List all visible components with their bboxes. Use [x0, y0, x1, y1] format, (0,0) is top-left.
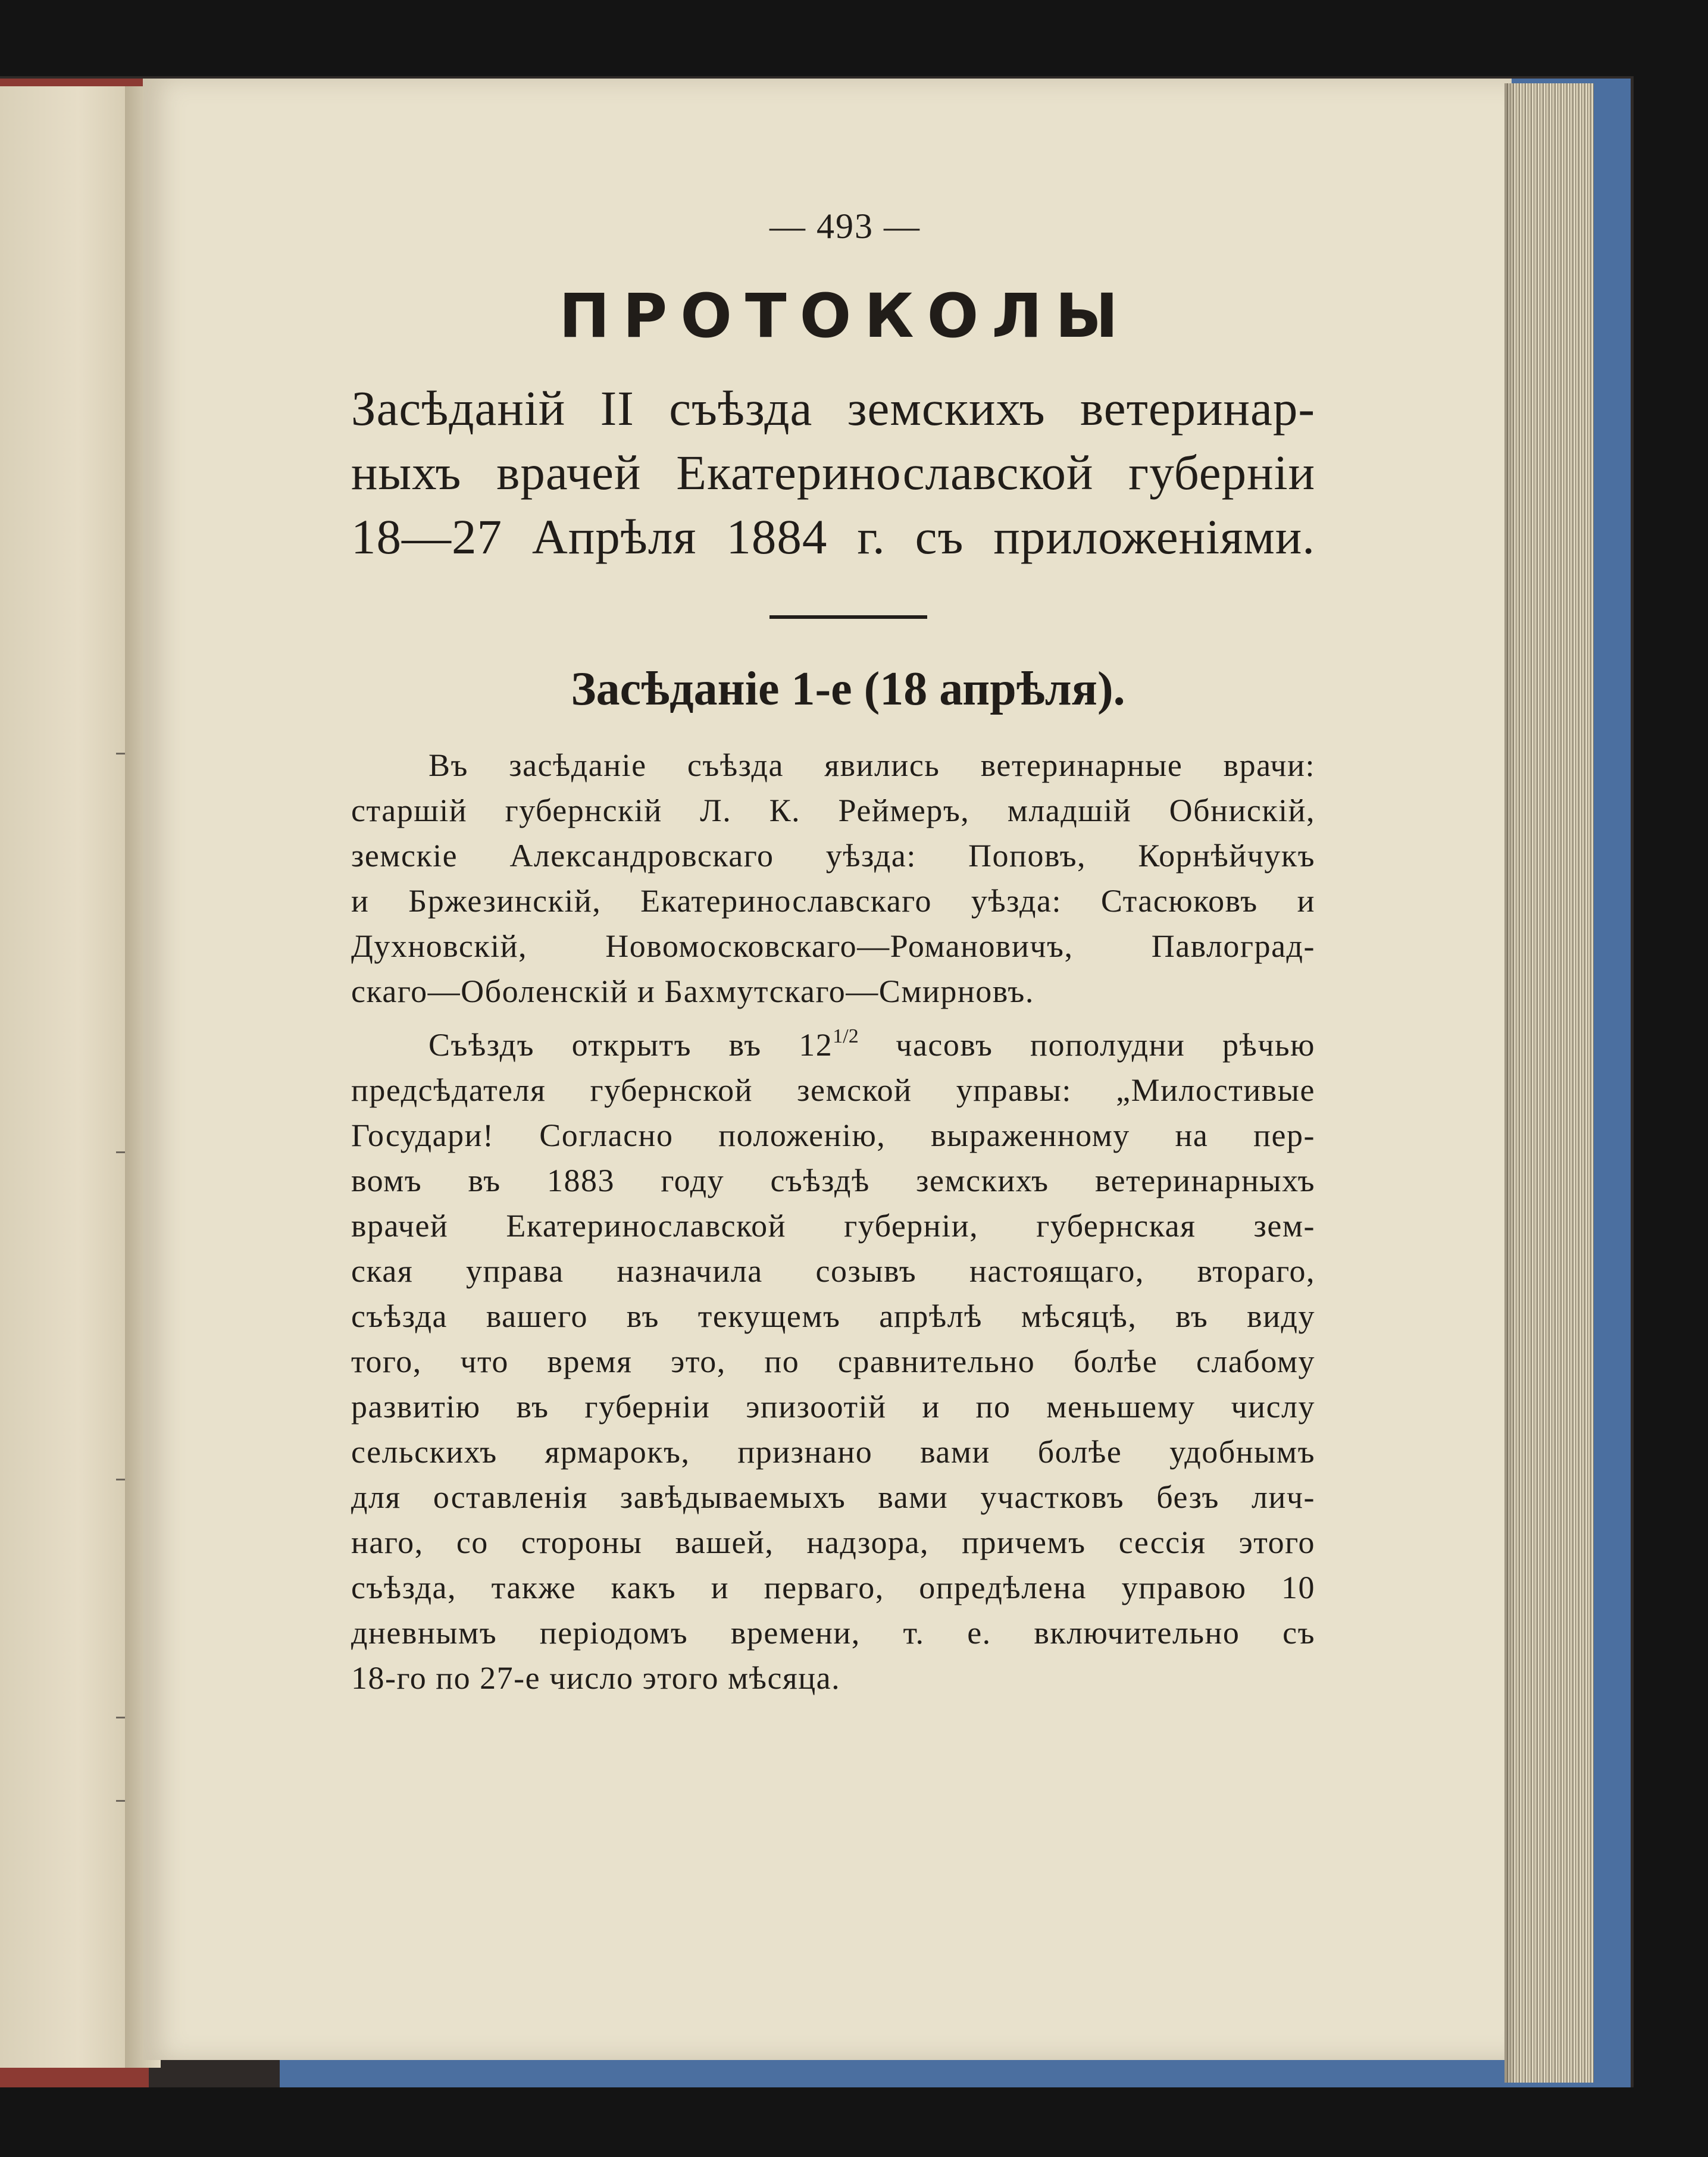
- paragraph-line: врачей Екатеринославской губерніи, губернская зем-: [351, 1208, 1315, 1244]
- paragraph-line: 18-го по 27-е число этого мѣсяца.: [351, 1660, 841, 1696]
- subtitle: [351, 376, 1315, 569]
- paragraph-line: сельскихъ ярмарокъ, признано вами болѣе удобнымъ: [351, 1434, 1315, 1470]
- paragraph-text: Съѣздъ открытъ въ 12: [428, 1027, 833, 1063]
- paragraph-line: наго, со стороны вашей, надзора, причемъ сессія этого: [351, 1524, 1315, 1560]
- subtitle-line: Засѣданій II съѣзда земскихъ ветеринар-: [351, 381, 1315, 436]
- paragraph-line: Духновскій, Новомосковскаго—Романовичъ, Павлоград-: [351, 928, 1315, 964]
- page-title: ПРОТОКОЛЫ: [559, 281, 1131, 352]
- paragraph-line: ская управа назначила созывъ настоящаго, втораго,: [351, 1253, 1315, 1289]
- paragraph-line: скаго—Оболенскій и Бахмутскаго—Смирновъ.: [351, 973, 1034, 1009]
- paragraph-line: [351, 1014, 1315, 1067]
- paragraph-line: дневнымъ періодомъ времени, т. е. включительно съ: [351, 1615, 1315, 1651]
- page-edges: [1504, 83, 1594, 2083]
- paragraph-line: вомъ въ 1883 году съѣздѣ земскихъ ветеринарныхъ: [351, 1163, 1315, 1198]
- left-page-edge: [0, 86, 143, 2068]
- page-text-block: [351, 202, 1315, 1701]
- paragraph-line: Государи! Согласно положенію, выраженному на пер-: [351, 1117, 1315, 1153]
- paragraph-line: предсѣдателя губернской земской управы: „Милостивые: [351, 1072, 1315, 1108]
- body-text: [351, 743, 1315, 1701]
- paragraph-line: для оставленія завѣдываемыхъ вами участковъ безъ лич-: [351, 1479, 1315, 1515]
- paragraph-line: и Бржезинскій, Екатеринославскаго уѣзда: Стасюковъ и: [351, 883, 1315, 919]
- page-edge-shadow: [1504, 83, 1515, 2083]
- section-divider: [769, 615, 927, 619]
- paragraph-line: того, что время это, по сравнительно болѣе слабому: [351, 1344, 1315, 1379]
- fraction: 1/2: [833, 1025, 859, 1047]
- paragraph-line: развитію въ губерніи эпизоотій и по меньшему числу: [351, 1389, 1315, 1425]
- paragraph-line: съѣзда, также какъ и перваго, опредѣлена управою 10: [351, 1570, 1315, 1605]
- paragraph-line: земскіе Александровскаго уѣзда: Поповъ, Корнѣйчукъ: [351, 838, 1315, 874]
- subtitle-line: ныхъ врачей Екатеринославской губерніи: [351, 445, 1315, 500]
- subtitle-line: 18—27 Апрѣля 1884 г. съ приложеніями.: [351, 509, 1315, 564]
- session-heading: Засѣданіе 1-е (18 апрѣля).: [571, 663, 1125, 715]
- paragraph-line: старшій губернскій Л. К. Реймеръ, младшій Обнискій,: [351, 793, 1315, 828]
- paragraph-line: Въ засѣданіе съѣзда явились ветеринарные врачи:: [428, 747, 1315, 783]
- paragraph-text: часовъ пополудни рѣчью: [858, 1027, 1315, 1063]
- page-number: — 493 —: [769, 206, 921, 246]
- paragraph-line: съѣзда вашего въ текущемъ апрѣлѣ мѣсяцѣ, въ виду: [351, 1298, 1315, 1334]
